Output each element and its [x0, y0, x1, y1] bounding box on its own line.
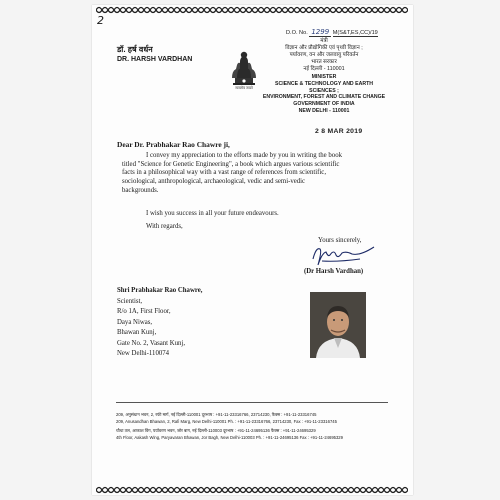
signature-icon	[308, 243, 378, 269]
ministry-line2-hindi: पर्यावरण, वन और जलवायु परिवर्तन	[289, 52, 359, 59]
page-number: 2	[97, 14, 104, 27]
ministry-line1-english: SCIENCE & TECHNOLOGY AND EARTH SCIENCES ;	[275, 80, 373, 94]
address-line: Bhawan Kunj,	[117, 329, 157, 337]
person-photo-icon	[310, 292, 366, 358]
salutation: Dear Dr. Prabhakar Rao Chawre ji,	[117, 140, 230, 149]
ministry-line3-hindi: भारत सरकार	[311, 59, 337, 66]
ministry-header	[262, 38, 386, 115]
letter-paragraph	[122, 152, 388, 195]
ministry-line1-hindi: विज्ञान और प्रौद्योगिकी एवं पृथ्वी विज्ञान ;	[285, 45, 363, 52]
name-english: DR. HARSH VARDHAN	[117, 56, 193, 63]
closing-line: Yours sincerely,	[318, 237, 362, 244]
ministry-line3-english: GOVERNMENT OF INDIA	[293, 101, 355, 108]
footer-row: 4th Floor, Aakash Wing, Paryavaran Bhawan, Jor Bagh, New Delhi-110003 Ph. : +91-11-24695136 Fax : +91-11-24695329	[116, 434, 343, 440]
address-line: Gate No. 2, Vasant Kunj,	[117, 339, 186, 347]
footer-row: 209, अनुसंधान भवन, 2, रफी मार्ग, नई दिल्ली-110001 दूरभाष : +91-11-23316766, 23714230, फैक्स : +91-11-23316745	[116, 412, 317, 417]
address-line: Daya Niwas,	[117, 318, 153, 326]
top-border-pattern	[96, 5, 408, 15]
reference-number	[286, 28, 378, 36]
signatory-name: (Dr Harsh Vardhan)	[304, 268, 364, 275]
reference-handwritten-number: 1299	[311, 28, 330, 36]
footer-row: 209, Anusandhan Bhawan, 2, Rafi Marg, New Delhi-110001 Ph. : +91-11-23316766, 23714230, Fax : +91-11-23316745	[116, 418, 337, 424]
paragraph-line: backgrounds.	[122, 186, 159, 194]
ministry-line4-hindi: नई दिल्ली - 110001	[303, 66, 345, 73]
paragraph-line: I convey my appreciation to the efforts made by you in writing the book	[146, 152, 342, 159]
minister-title-hindi: मंत्री	[320, 38, 328, 44]
regards-line: With regards,	[146, 223, 183, 230]
paragraph-line: titled "Science for Genetic Engineering", a book which argues various scientific	[122, 160, 340, 168]
date-stamp: 2 8 MAR 2019	[315, 128, 363, 135]
footer-row: चौथा तल, आकाश विंग, पर्यावरण भवन, जोर बाग, नई दिल्ली-110003 दूरभाष : +91-11-24695136 फैक्स : +91-11-24695329	[116, 428, 316, 433]
emblem-caption: सत्यमेव जयते	[235, 86, 253, 90]
footer-divider	[116, 402, 388, 403]
address-line: R/o 1A, First Floor,	[117, 308, 171, 316]
footer-address	[116, 412, 392, 441]
paragraph-line: sociological, anthropological, archaeological, vedic and semi-vedic	[122, 178, 306, 186]
ministry-line4-english: NEW DELHI - 110001	[298, 107, 350, 114]
minister-title-english: MINISTER	[311, 74, 337, 81]
reference-prefix: D.O. No.	[286, 30, 308, 36]
reference-suffix: M(S&T,ES,CC)/19	[332, 30, 378, 36]
ministry-line2-english: ENVIRONMENT, FOREST AND CLIMATE CHANGE	[262, 94, 386, 101]
recipient-name: Shri Prabhakar Rao Chawre,	[117, 287, 203, 294]
paragraph-line: facts in a philosophical way with a vast range of references from scientific,	[122, 169, 327, 177]
bottom-border-pattern	[96, 485, 408, 495]
recipient-address	[117, 286, 202, 360]
name-hindi: डॉ. हर्ष वर्धन	[117, 45, 153, 54]
wish-line: I wish you success in all your future endeavours.	[146, 210, 279, 217]
address-line: Scientist,	[117, 297, 143, 305]
address-line: New Delhi-110074	[117, 350, 170, 358]
